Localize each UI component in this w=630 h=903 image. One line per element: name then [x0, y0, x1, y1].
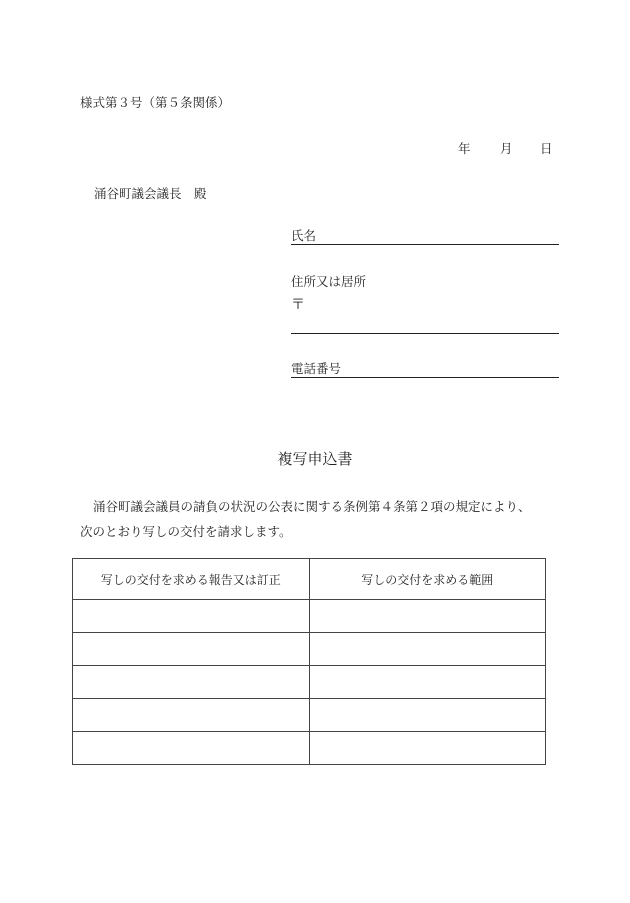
table-cell-scope[interactable]	[309, 666, 546, 699]
address-label: 住所又は居所	[291, 274, 367, 289]
form-number: 様式第３号（第５条関係）	[80, 95, 231, 110]
document-title: 複写申込書	[277, 450, 353, 468]
table-row	[73, 600, 546, 633]
request-statement	[80, 494, 560, 544]
address-field-line[interactable]	[291, 333, 559, 334]
table-row	[73, 699, 546, 732]
table-cell-report[interactable]	[73, 633, 310, 666]
date-year-label: 年	[458, 141, 471, 156]
name-field-line[interactable]	[291, 244, 559, 245]
table-cell-scope[interactable]	[309, 633, 546, 666]
column-header-report: 写しの交付を求める報告又は訂正	[73, 559, 310, 600]
table-row	[73, 732, 546, 765]
phone-field-line[interactable]	[291, 377, 559, 378]
table-cell-report[interactable]	[73, 600, 310, 633]
date-day-label: 日	[540, 141, 553, 156]
table-cell-scope[interactable]	[309, 699, 546, 732]
table-cell-scope[interactable]	[309, 600, 546, 633]
request-table	[72, 558, 546, 765]
table-cell-report[interactable]	[73, 699, 310, 732]
request-statement-line-2: 次のとおり写しの交付を請求します。	[80, 524, 292, 539]
name-label: 氏名	[291, 228, 317, 243]
table-row	[73, 666, 546, 699]
phone-label: 電話番号	[291, 361, 342, 376]
table-cell-report[interactable]	[73, 732, 310, 765]
column-header-scope: 写しの交付を求める範囲	[309, 559, 546, 600]
table-row	[73, 633, 546, 666]
table-cell-report[interactable]	[73, 666, 310, 699]
addressee: 涌谷町議会議長 殿	[94, 186, 207, 201]
request-statement-line-1: 涌谷町議会議員の請負の状況の公表に関する条例第４条第２項の規定により、	[93, 499, 531, 514]
postal-mark-icon: 〒	[291, 297, 305, 313]
table-header-row	[73, 559, 546, 600]
table-cell-scope[interactable]	[309, 732, 546, 765]
date-month-label: 月	[500, 141, 513, 156]
